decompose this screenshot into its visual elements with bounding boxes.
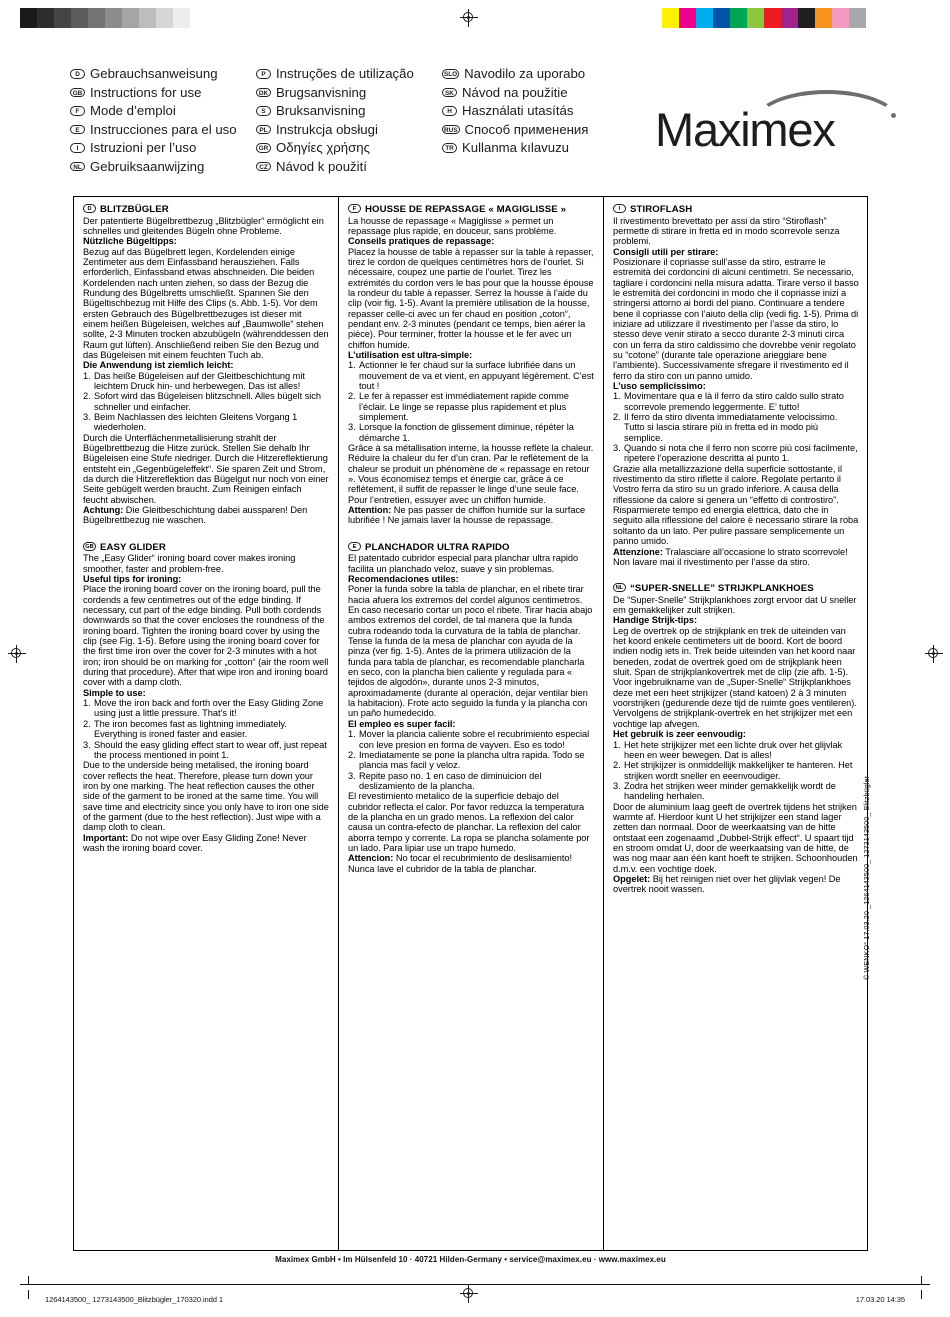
step-number: 1. xyxy=(613,391,621,402)
section-tips-body: Leg de overtrek op de strijkplank en trek de uiteinden van het koord enkele centimeters uit de boord. Kort de boord indien nodig iets in. Trek beide uiteinden van het koord naar beneden, zodat de overtrek goed om de strijkplank heen sluit. Span de strijkplankovertrek met de clip (zie afb. 1-5). Voor ingebruikname van de „Super-Snelle“ Strijkplankhoes deze met een heet strijkijzer (stand katoen) 2 à 3 minuten voorstrijken (gedurende deze tijd de ruimte goes ventileren). Vervolgens de strijkplank-overtrek en het strijkijzer met een vochtige lap afvegen. xyxy=(613,625,857,729)
country-code-badge: NL xyxy=(70,162,85,172)
language-label: Instruções de utilização xyxy=(276,66,414,81)
section-it xyxy=(613,204,859,567)
step-text: Het strijkijzer is onmiddellijk makkelijker te hanteren. Het strijken wordt sneller en eeenvoudiger. xyxy=(624,760,853,781)
section-use-heading: El empleo es super facil: xyxy=(348,718,456,729)
section-country-badge: F xyxy=(348,204,361,212)
section-warning-text: Die Gleitbeschichtung dabei aussparen! Den Bügelbrettbezug nie waschen. xyxy=(83,505,308,526)
language-list xyxy=(70,66,630,178)
step-text: Actionner le fer chaud sur la surface lubrifiée dans un mouvement de va et vient, en appuyant légèrement. C’est tout ! xyxy=(359,360,594,391)
column-french-spanish xyxy=(339,197,603,1250)
language-label: Kullanma kılavuzu xyxy=(462,140,570,156)
section-warning-text: Tralasciare all’occasione lo strato scorrevole! Non lavare mai il rivestimento per l’asse da stiro. xyxy=(613,546,848,567)
country-code-badge: TR xyxy=(442,143,457,153)
language-item xyxy=(256,66,442,85)
language-label: Instrucciones para el uso xyxy=(90,121,237,137)
language-label: Návod k použití xyxy=(276,158,367,174)
section-outro: Grâce à sa métallisation interne, la housse reflète la chaleur. Réduire la chaleur du fer d’un cran. Par le reflètement de la chaleur se produit un phénomène de « repassage en retour ». Vous économisez temps et énergie car, grâce á ce reflètement, il suffit de repasser le linge d’une seule face. Pour l’entretien, essuyer avec un chiffon humide. xyxy=(348,443,594,505)
language-label: Gebruiksaanwijzing xyxy=(90,158,205,174)
registration-mark-bottom xyxy=(460,1285,478,1303)
section-country-badge: D xyxy=(83,204,96,212)
section-use-heading: Die Anwendung ist ziemlich leicht: xyxy=(83,360,234,371)
step-number: 2. xyxy=(83,718,91,729)
language-item xyxy=(442,122,628,141)
step-number: 2. xyxy=(83,391,91,402)
step-text: Quando si nota che il ferro non scorre più cosi facilmente, ripetere l’operazione descritta al punto 1. xyxy=(624,443,858,464)
company-footer: Maximex GmbH • Im Hülsenfeld 10 · 40721 Hilden-Germany • service@maximex.eu · www.maximex.eu xyxy=(275,1255,666,1264)
step-text: Sofort wird das Bügeleisen blitzschnell. Alles bügelt sich schneller und einfacher. xyxy=(94,391,321,412)
section-step-list xyxy=(613,740,859,802)
gray-swatch-9 xyxy=(173,8,190,28)
language-item xyxy=(70,140,256,159)
step-text: Move the iron back and forth over the Easy Gliding Zone using just a little pressure. That’s it! xyxy=(94,698,324,719)
section-tips-heading: Conseils pratiques de repassage: xyxy=(348,236,495,247)
column-italian-dutch xyxy=(604,197,868,1250)
crop-mark-1 xyxy=(28,1290,29,1299)
section-country-badge: NL xyxy=(613,583,626,591)
section-outro: Grazie alla metallizzazione della superficie sottostante, il rivestimento da stiro riflette il calore. Regolate pertanto il Vostro ferra da stiro su un grado inferiore. A causa della riflessione da calore si genera un “effetto di controstiro”. Risparmierete tempo ed energia elettrica, dato che in seguito alla riflessione del calore è necessario stirare la roba soltanto da un lato. Per pulire passare semplicemente un panno umido. xyxy=(613,463,859,547)
color-swatch-6 xyxy=(764,8,781,28)
step-number: 3. xyxy=(83,412,91,423)
language-label: Navodilo za uporabo xyxy=(464,66,586,81)
step-text: Repite paso no. 1 en caso de diminuicion del deslizamiento de la plancha. xyxy=(359,770,542,791)
registration-mark-left xyxy=(8,645,26,663)
section-step-list xyxy=(83,698,329,760)
step-text: Das heiße Bügeleisen auf der Gleitbeschichtung mit leichtem Druck hin- und herbewegen. Das ist alles! xyxy=(94,370,305,391)
country-code-badge: E xyxy=(70,125,85,135)
step-text: Lorsque la fonction de glissement diminue, répéter la démarche 1. xyxy=(359,422,574,443)
section-warning xyxy=(613,547,859,568)
slug-divider xyxy=(28,1284,922,1285)
section-step-list xyxy=(348,729,594,791)
section-heading xyxy=(83,542,329,553)
step-text: Mover la plancia caliente sobre el recubrimiento especial con leve presion en forma de vayven. Eso es todo! xyxy=(359,729,590,750)
section-warning-label: Attenzione: xyxy=(613,546,663,557)
section-intro: El patentado cubridor especial para planchar ultra rapido facilita un planchado veloz, suave y sin problemas. xyxy=(348,553,579,574)
section-tips-body: Bezug auf das Bügelbrett legen, Kordelenden einige Zentimeter aus dem Einfassband herausziehen. Falls erforderlich, Einfassband etwas abschneiden. Die beiden Kordelenden nach unten ziehen, so dass der Bezug die Rundung des Bügelbretts umschließt. Spannen Sie den Bügeltischbezug mit Hilfe des Clips (s. Abb. 1-5). Vor dem ersten Gebrauch des Bügelbrettbezuges ist dieser mit einem heißen Bügeleisen, welches auf „Baumwolle“ stehen sollte, 2-3 Minuten trocken abzubügeln (währenddessen den Raum gut lüften). Anschließend reiben Sie den Bezug und das Bügeleisen mit einem feuchten Tuch ab. xyxy=(83,246,329,360)
section-warning-label: Achtung: xyxy=(83,505,124,516)
section-use-heading: L’utilisation est ultra-simple: xyxy=(348,349,473,360)
country-code-badge: SLO xyxy=(444,71,458,78)
section-warning-text: Do not wipe over Easy Gliding Zone! Never wash the ironing board cover. xyxy=(83,832,307,853)
country-code-badge: H xyxy=(442,106,457,116)
section-heading xyxy=(348,204,594,215)
country-code-badge: CZ xyxy=(256,162,271,172)
section-country-badge: E xyxy=(348,542,361,550)
step-text: The iron becomes fast as lightning immediately. Everything is ironed faster and easier. xyxy=(94,718,287,740)
section-intro: Il rivestimento brevettato per assi da stiro “Stiroflash” permette di stirare in fretta ed in modo scorrevole senza problemi. xyxy=(613,215,840,247)
section-step-list xyxy=(613,391,859,463)
section-intro: La housse de repassage « Magiglisse » permet un repassage plus rapide, en douceur, sans problème. xyxy=(348,215,557,236)
language-item xyxy=(256,103,442,122)
section-tips-body: Placez la housse de table à repasser sur la table à repasser, tirez le cordon de quelques centimètres hors de l’ourlet. Si nécessaire, coupez une partie de l’ourlet. Tirez les extrémités du cordon vers le bas pour que la housse épouse la rondeur du table à repasser. Serrez la housse à l’aide du clip (voir fig. 1-5). Avant la première utilisation de la housse, repasser celle-ci avec un fer chaud en position „coton“, pendant env. 2-3 minutes (pendant ce temps, bien aérer la pièce). Pour terminer, frotter la housse et le fer avec un chiffon humide. xyxy=(348,246,594,350)
country-code-badge: SK xyxy=(442,88,457,98)
language-item xyxy=(70,103,256,122)
section-step-item xyxy=(348,360,594,391)
section-de xyxy=(83,204,329,526)
section-country-badge: I xyxy=(613,204,626,212)
language-label: Gebrauchsanweisung xyxy=(90,66,218,81)
section-heading xyxy=(83,204,329,215)
language-column-2 xyxy=(256,66,442,178)
section-warning-text: No tocar el recubrimiento de deslisamiento! Nunca lave el cubridor de la tabla de planchar. xyxy=(348,853,573,874)
section-warning-label: Attention: xyxy=(348,505,392,516)
section-country-badge: GB xyxy=(83,542,96,550)
section-step-item xyxy=(348,729,594,750)
section-nl xyxy=(613,583,859,894)
step-number: 2. xyxy=(613,412,621,423)
language-item xyxy=(256,85,442,104)
section-warning xyxy=(348,853,594,874)
country-code-badge: PL xyxy=(256,125,271,135)
section-step-item xyxy=(348,750,594,771)
section-step-item xyxy=(83,719,329,740)
section-tips-body: Place the ironing board cover on the ironing board, pull the cordends a few centimetres out of the edge binding. If necessary, cut part of the edge binding. Pull both cordends downwards so that the cover encloses the roundness of the ironing board. Tighten the ironing board cover by using the clip (see Fig. 1-5). Before using the ironing board cover for the first time iron over the cover for 2-3 minutes with a hot iron; iron should be on marking for „cotton“ (air the room well during that procedure). After that wipe iron and ironing board cover with a damp cloth. xyxy=(83,584,329,688)
section-heading xyxy=(613,583,859,594)
country-code-badge: I xyxy=(70,143,85,153)
color-swatch-10 xyxy=(832,8,849,28)
step-text: Le fer à repasser est immédiatement rapide comme l’éclair. Le linge se repasse plus rapidement et plus simplement. xyxy=(359,391,569,423)
language-item xyxy=(70,66,256,85)
step-text: Beim Nachlassen des leichten Gleitens Vorgang 1 wiederholen. xyxy=(94,412,298,433)
language-item xyxy=(70,85,256,104)
step-number: 1. xyxy=(613,739,621,750)
section-outro: Door de aluminium laag geeft de overtrek tijdens het strijken warmte af. Hierdoor kunt U het strijkijzer een stand lager zetten dan normaal. Door de weerkaatsing van de hitte ontstaat een zogenaamd „Dubbel-Strijk effect“. U spaart tijd en stroom omdat U, door de weerkaatsing van de hitte, de was nog maar aan één kant hoeft te strijken. Schoonhouden d.m.v. een vochtige doek. xyxy=(613,801,858,874)
step-number: 3. xyxy=(348,770,356,781)
section-step-item xyxy=(83,740,329,761)
section-tips-heading: Nützliche Bügeltipps: xyxy=(83,236,177,247)
step-text: Il ferro da stiro diventa immediatamente velocissimo. Tutto si lascia stirare più in fretta ed in modo più semplice. xyxy=(624,412,838,443)
color-swatch-2 xyxy=(696,8,713,28)
gray-swatch-1 xyxy=(37,8,54,28)
language-item xyxy=(442,140,628,159)
step-number: 1. xyxy=(83,370,91,381)
gray-swatch-6 xyxy=(122,8,139,28)
section-tips-heading: Useful tips for ironing: xyxy=(83,574,182,584)
language-label: Οδηγίες χρήσης xyxy=(276,140,370,156)
step-number: 2. xyxy=(348,391,356,402)
gray-swatch-4 xyxy=(88,8,105,28)
step-text: Imediatamente se pone la plancha ultra rapida. Todo se plancia mas facil y veloz. xyxy=(359,749,585,771)
language-label: Návod na použitie xyxy=(462,84,568,100)
country-code-badge: F xyxy=(70,106,85,116)
section-warning-text: Bij het reinigen niet over het glijvlak vegen! De overtrek nooit wassen. xyxy=(613,873,841,895)
section-warning xyxy=(83,833,329,854)
section-step-item xyxy=(83,391,329,412)
country-code-badge: DK xyxy=(256,88,271,98)
step-text: Het hete strijkijzer met een lichte druk over het glijvlak heen en weer bewegen. Dat is alles! xyxy=(624,739,843,760)
step-number: 3. xyxy=(613,443,621,454)
crop-mark-5 xyxy=(920,1284,930,1285)
language-label: Használati utasítás xyxy=(462,103,574,119)
color-swatch-0 xyxy=(662,8,679,28)
section-title: PLANCHADOR ULTRA RAPIDO xyxy=(365,541,510,553)
section-en xyxy=(83,542,329,853)
section-intro: De “Super-Snelle” Strijkplankhoes zorgt ervoor dat U sneller em gemakkelijker zult strijken. xyxy=(613,594,857,616)
language-item xyxy=(256,159,442,178)
section-warning-label: Attencion: xyxy=(348,853,394,864)
language-item xyxy=(442,66,628,85)
language-label: Способ применения xyxy=(464,121,589,137)
gray-swatch-5 xyxy=(105,8,122,28)
step-text: Zodra het strijken weer minder gemakkelijk wordt de handeling herhalen. xyxy=(624,780,836,802)
gray-swatch-2 xyxy=(54,8,71,28)
section-step-item xyxy=(613,781,859,802)
section-outro: Due to the underside being metalised, the ironing board cover reflects the heat. Therefore, please turn down your iron by one marking. The heat reflection causes the other side of the garment to be ironed at the same time. You will save time and electricity since you only have to iron one side of the garment (due to the hest reflection). Just wipe with a damp cloth to clean. xyxy=(83,760,329,833)
step-number: 3. xyxy=(348,422,356,433)
country-code-badge: RUS xyxy=(444,126,458,134)
section-use-heading: Het gebruik is zeer eenvoudig: xyxy=(613,729,746,740)
section-step-item xyxy=(613,412,859,443)
grayscale-calibration-bar xyxy=(20,8,207,28)
section-step-item xyxy=(348,771,594,792)
logo-wordmark: Maximex xyxy=(655,103,835,156)
country-code-badge: D xyxy=(70,69,85,79)
step-number: 2. xyxy=(613,760,621,771)
section-tips-heading: Handige Strijk-tips: xyxy=(613,615,697,626)
column-german-english xyxy=(74,197,338,1250)
language-label: Bruksanvisning xyxy=(276,103,366,119)
section-heading xyxy=(348,542,594,553)
step-number: 3. xyxy=(613,780,621,791)
section-intro: Der patentierte Bügelbrettbezug „Blitzbügler“ ermöglicht ein schnelles und gleitendes Bügeln ohne Probleme. xyxy=(83,215,324,236)
instructions-frame xyxy=(73,196,868,1251)
section-use-heading: Simple to use: xyxy=(83,687,146,698)
step-number: 1. xyxy=(348,360,356,371)
section-tips-heading: Consigli utili per stirare: xyxy=(613,246,719,257)
country-code-badge: P xyxy=(256,69,271,79)
step-number: 1. xyxy=(83,698,91,709)
country-code-badge: S xyxy=(256,106,271,116)
color-swatch-11 xyxy=(849,8,866,28)
logo-arc-dot-icon xyxy=(891,113,896,118)
section-warning-label: Opgelet: xyxy=(613,873,651,884)
section-use-heading: L’uso semplicissimo: xyxy=(613,381,706,391)
step-number: 2. xyxy=(348,749,356,760)
section-step-item xyxy=(613,760,859,781)
language-label: Istruzioni per l’uso xyxy=(90,140,197,156)
color-swatch-7 xyxy=(781,8,798,28)
section-step-item xyxy=(83,412,329,433)
section-title: BLITZBÜGLER xyxy=(100,204,169,215)
color-swatch-4 xyxy=(730,8,747,28)
section-step-item xyxy=(83,698,329,719)
language-item xyxy=(70,159,256,178)
crop-mark-4 xyxy=(20,1284,30,1285)
section-step-item xyxy=(348,422,594,443)
gray-swatch-8 xyxy=(156,8,173,28)
color-swatch-1 xyxy=(679,8,696,28)
section-warning xyxy=(348,505,594,526)
section-tips-body: Posizionare il copriasse sull’asse da stiro, estrarre le estremità dei cordoncini di alcuni centimetri. Se necessario, tagliare i cordoncini nella misura adatta. Tirare verso il basso le estremità dei cordoncini in modo che il copriasse inizi a stringersi attorno ai bordi del piano. Continuare a tendere bene il copriasse con l’aiuto della clip (vedi fig. 1-5). Prima di iniziare ad utilizzare il rivestimento per l’asse da stiro, lo stesso deve venir stirato a secco durante 2-3 minuti circa con un ferra da stiro caldissimo che dovrebbe venir regolato su “cotone” (durante tale operazione arieggiare bene l’ambiente). Successivamente sfregare il rivestimento ed il ferro da stiro con un panno umido. xyxy=(613,256,859,381)
section-step-item xyxy=(83,371,329,392)
gray-swatch-3 xyxy=(71,8,88,28)
section-step-list xyxy=(83,371,329,433)
language-column-3 xyxy=(442,66,628,178)
language-item xyxy=(442,103,628,122)
section-outro: El revestimiento metalico de la superficie debajo del cubridor reflecta el calor. Por favor reduzca la temperatura de la plancha en un grado menos. La reflexion del calor causa un contra-efecto de planchar. La reflexion del calor aborra tempo y corrente. La ropa se plancha solamente por un lado. Para lipiar use un trapo humedo. xyxy=(348,791,590,853)
section-es xyxy=(348,542,594,874)
country-code-badge: GR xyxy=(256,143,271,153)
section-title: STIROFLASH xyxy=(630,204,693,215)
section-step-list xyxy=(348,360,594,443)
side-credit-line: © WENKO° 17.03.20 _1264143500_ 1273143500_ Blitzbügler xyxy=(862,775,871,980)
color-swatch-9 xyxy=(815,8,832,28)
section-intro: The „Easy Glider“ ironing board cover makes ironing smoother, faster and problem-free. xyxy=(83,553,296,574)
maximex-logo xyxy=(655,88,905,158)
step-text: Movimentare qua e là il ferro da stiro caldo sullo strato scorrevole premendo leggermente. E’ tutto! xyxy=(624,391,844,412)
section-heading xyxy=(613,204,859,215)
section-warning-text: Ne pas passer de chiffon humide sur la surface lubrifiée ! Ne jamais laver la housse de repassage. xyxy=(348,505,586,526)
color-swatch-5 xyxy=(747,8,764,28)
slug-timestamp: 17.03.20 14:35 xyxy=(855,1295,905,1304)
language-label: Brugsanvisning xyxy=(276,84,367,100)
section-step-item xyxy=(613,740,859,761)
language-label: Instrukcja obsługi xyxy=(276,121,378,137)
slug-filename: 1264143500_ 1273143500_Blitzbügler_170320.indd 1 xyxy=(45,1295,224,1304)
section-step-item xyxy=(613,391,859,412)
gray-swatch-7 xyxy=(139,8,156,28)
section-fr xyxy=(348,204,594,526)
gray-swatch-0 xyxy=(20,8,37,28)
language-column-1 xyxy=(70,66,256,178)
section-title: “SUPER-SNELLE” STRIJKPLANKHOES xyxy=(630,583,814,595)
section-step-item xyxy=(348,391,594,422)
section-outro: Durch die Unterflächenmetallisierung strahlt der Bügelbrettbezug die Hitze zurück. Stellen Sie dehalb Ihr Bügeleisen eine Stufe niedriger. Durch die Hitzereflektierung entsteht ein „Gegenbügeleffekt“. Sie sparen Zeit und Strom, da durch die Hitzereflektion das Bügelgut nur noch von einer Seite gebügelt werden braucht. Zum Reinigen einfach feucht abwischen. xyxy=(83,432,329,505)
language-item xyxy=(442,85,628,104)
language-item xyxy=(70,122,256,141)
country-code-badge: GB xyxy=(70,88,85,98)
section-title: HOUSSE DE REPASSAGE « MAGIGLISSE » xyxy=(365,204,567,215)
section-title: EASY GLIDER xyxy=(100,541,166,553)
section-warning xyxy=(613,874,859,895)
step-number: 3. xyxy=(83,739,91,750)
registration-mark-right xyxy=(925,645,943,663)
language-label: Instructions for use xyxy=(90,84,202,100)
section-tips-heading: Recomendaciones utiles: xyxy=(348,574,459,584)
language-item xyxy=(256,140,442,159)
step-number: 1. xyxy=(348,729,356,740)
color-swatch-8 xyxy=(798,8,815,28)
crop-mark-3 xyxy=(921,1290,922,1299)
section-warning xyxy=(83,505,329,526)
registration-mark-top xyxy=(460,9,478,27)
language-label: Mode d’emploi xyxy=(90,103,176,119)
step-text: Should the easy gliding effect start to wear off, just repeat the process mentioned in point 1. xyxy=(94,739,327,760)
gray-swatch-10 xyxy=(190,8,207,28)
color-calibration-bar xyxy=(662,8,866,28)
language-item xyxy=(256,122,442,141)
section-tips-body: Poner la funda sobre la tabla de planchar, en el ribete tirar hacia afuera los extremos del cordel algunos centimetros. En caso necesario cortar un poco el ribete. Tirar hacia abajo ambos extremos del cordel, de tal manera que la funda cubra rodeando toda la curvatura de la tabla de planchar. Tense la funda de la mesa de planchar con ayuda de la pinza (ver fig. 1-5). Antes de la primera utilización de la funda para tabla de planchar, es recomendable plancharla en seco, con la plancha bien caliente y regulada para « tejidos de algodón», durante unos 2-3 minutos, aproximadamente (durante al operación, dejar ventilar bien la habitacion). Frote acto seguido la funda y la plancha con un paño humedecido. xyxy=(348,584,593,719)
section-warning-label: Important: xyxy=(83,832,129,843)
section-step-item xyxy=(613,443,859,464)
color-swatch-3 xyxy=(713,8,730,28)
